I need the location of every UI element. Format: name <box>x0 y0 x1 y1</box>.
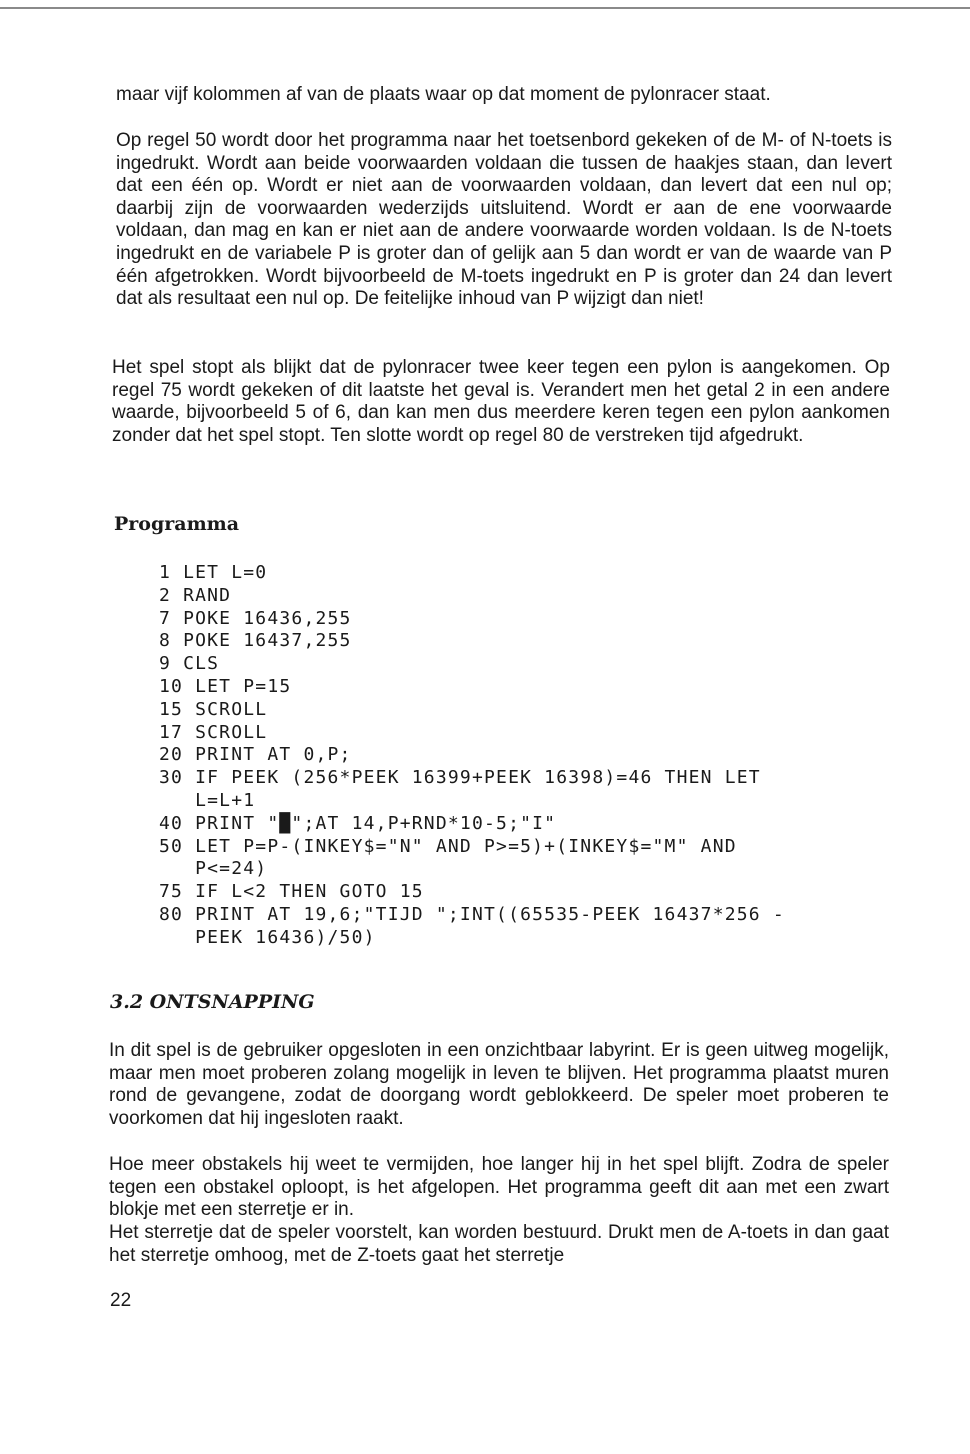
code-line: 75 IF L<2 THEN GOTO 15 <box>159 881 424 903</box>
code-line: 1 LET L=0 <box>159 562 268 583</box>
code-line: 8 POKE 16437,255 <box>159 630 352 652</box>
code-line: 50 LET P=P-(INKEY$="N" AND P>=5)+(INKEY$="M" AND <box>159 835 737 857</box>
paragraph-keyboard-check: Op regel 50 wordt door het programma naar het toetsenbord gekeken of de M- of N-toets is ingedrukt. Wordt aan beide voorwaarden voldaan die tussen de haakjes staan, dan levert dat een één op. Wordt er niet aan de voorwaarden voldaan, dan levert dat een nul op; daarbij zijn de voorwaarden wederzijds uitsluitend. Wordt er aan de ene voorwaarde voldaan, dan mag en kan er niet aan de andere voorwaarde worden voldaan. Is de N-toets ingedrukt en de variabele P is groter dan of gelijk aan 5 dan wordt er van de waarde van P één afgetrokken. Wordt bijvoorbeeld de M-toets ingedrukt en P is groter dan 24 dan levert dat als resultaat een nul op. De feitelijke inhoud van P wijzigt dan niet! <box>116 130 892 310</box>
code-line: 7 POKE 16436,255 <box>159 607 352 629</box>
paragraph-labyrinth-intro: In dit spel is de gebruiker opgesloten in een onzichtbaar labyrint. Er is geen uitweg mogelijk, maar men moet proberen zolang mogelijk in leven te blijven. Het programma plaatst muren rond de gevangene, zodat de doorgang wordt geblokkeerd. De speler moet proberen te voorkomen dat hij ingesloten raakt. <box>109 1040 889 1129</box>
code-line: 9 CLS <box>159 653 220 675</box>
heading-section-ontsnapping: 3.2 ONTSNAPPING <box>110 991 315 1013</box>
paragraph-obstacles: Hoe meer obstakels hij weet te vermijden, hoe langer hij in het spel blijft. Zodra de speler tegen een obstakel oploopt, is het afgelopen. Het programma geeft dit aan met een zwart blokje met een sterretje er in. <box>109 1154 889 1221</box>
program-listing <box>159 562 899 950</box>
code-line: 15 SCROLL <box>159 698 268 720</box>
code-line: 80 PRINT AT 19,6;"TIJD ";INT((65535-PEEK 16437*256 - <box>159 903 785 925</box>
code-line: L=L+1 <box>159 789 256 811</box>
code-line: 20 PRINT AT 0,P; <box>159 744 352 766</box>
code-line: 10 LET P=15 <box>159 675 292 697</box>
paragraph-game-stop: Het spel stopt als blijkt dat de pylonracer twee keer tegen een pylon is aangekomen. Op regel 75 wordt gekeken of dit laatste het geval is. Verandert men het getal 2 in een andere waarde, bijvoorbeeld 5 of 6, dan kan men dus meerdere keren tegen een pylon aankomen zonder dat het spel stopt. Ten slotte wordt op regel 80 de verstreken tijd afgedrukt. <box>112 357 890 446</box>
heading-programma: Programma <box>114 513 240 535</box>
code-line: 30 IF PEEK (256*PEEK 16399+PEEK 16398)=46 THEN LET <box>159 767 761 789</box>
page-number: 22 <box>110 1290 132 1311</box>
code-line: 17 SCROLL <box>159 721 268 743</box>
top-rule <box>0 7 970 9</box>
paragraph-pylonracer-columns: maar vijf kolommen af van de plaats waar op dat moment de pylonracer staat. <box>116 84 771 105</box>
code-line: 2 RAND <box>159 584 232 606</box>
code-line: 40 PRINT "█";AT 14,P+RND*10-5;"I" <box>159 812 557 834</box>
code-line: P<=24) <box>159 858 268 880</box>
code-line: PEEK 16436)/50) <box>159 926 376 948</box>
paragraph-star-control: Het sterretje dat de speler voorstelt, kan worden bestuurd. Drukt men de A-toets in dan gaat het sterretje omhoog, met de Z-toets gaat het sterretje <box>109 1222 889 1266</box>
